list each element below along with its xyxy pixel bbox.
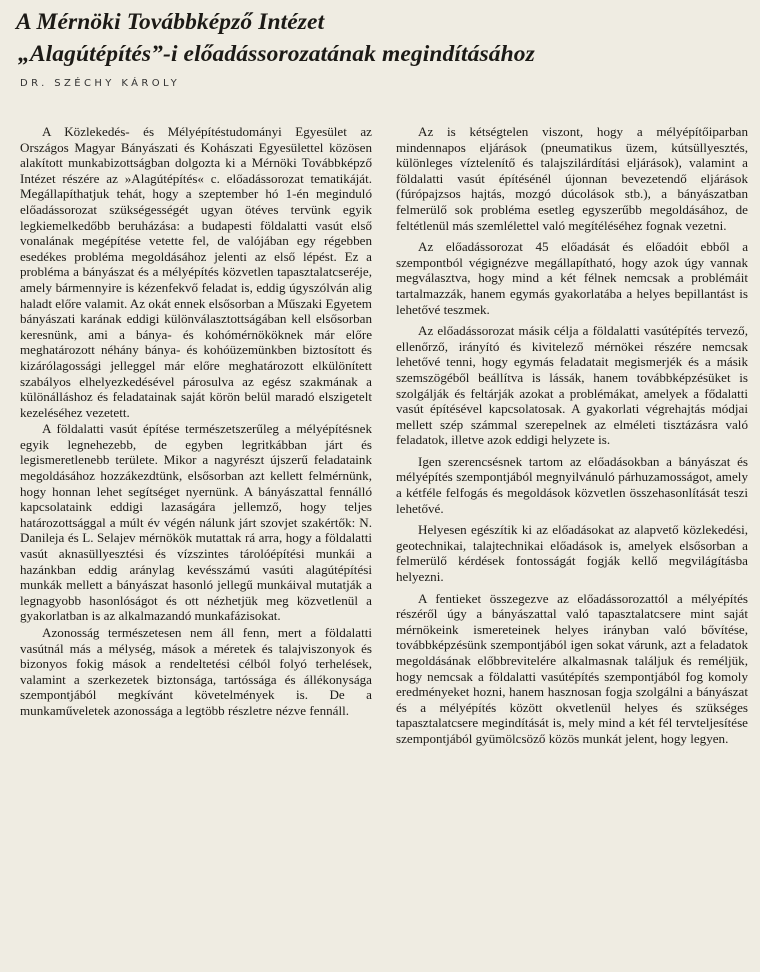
left-column: [20, 124, 372, 958]
paragraph: Helyesen egészítik ki az előadásokat az alapvető közlekedési, geotechnikai, talajtechnikai előadások is, amelyek elsősorban a felmerülő kérdések fontosságát fogják kellő megvilágításba helyezni.: [396, 522, 748, 585]
paragraph: Azonosság természetesen nem áll fenn, mert a földalatti vasútnál más a mélység, mások a méretek és talajviszonyok és bizonyos fokig mások a rendeltetési célból folyó terhelések, valamint a szerkezetek biztonsága, tartóssága és állékonysága szempontjából megkívánt követelmények is. De a munkaműveletek azonossága a legtöbb részletre nézve fennáll.: [20, 625, 372, 718]
paragraph: A földalatti vasút építése természetszerűleg a mélyépítésnek egyik legnehezebb, de egyben legritkábban járt és legismeretlenebb területe. Mikor a nagyrészt újszerű feladataink megoldásához hozzákezdtünk, elsősorban azt kellett felmérnünk, hogy honnan lehet segítséget nyernünk. A bányászattal fennálló kapcsolataink eddigi lazaságára jellemző, hogy teljes határozottsággal a múlt év végén nálunk járt szovjet szakértők: N. Danileja és L. Selajev mérnökök mutattak rá arra, hogy a földalatti vasút aknasüllyesztési és vízszintes tárolóépítési munkái a hazánkban eddig aránylag kevésszámú vasúti alagútépítési munkák mellett a bányászat hasonló jellegű munkáival mutatják a legnagyobb hasonlóságot és ott nézhetjük meg közvetlenül a gyakorlatban is az alkalmazandó munkafázisokat.: [20, 421, 372, 624]
paragraph: Igen szerencsésnek tartom az előadásokban a bányászat és mélyépítés szempontjából megnyilvánuló párhuzamosságot, amely a kétféle felfogás és megoldások közvetlen összehasonlítását teszi lehetővé.: [396, 453, 748, 516]
paragraph: A fentieket összegezve az előadássorozattól a mélyépítés részéről úgy a bányászattal való tapasztalatcsere mint saját mérnökeink ismereteinek helyes irányban való bővítése, továbbképzésünk szempontjából igen sokat várunk, azt a feladatok megoldásának előbbrevitelére alkalmasnak találjuk és reméljük, hogy nemcsak a földalatti vasútépítés szempontjából fog komoly eredményeket hozni, hanem hasznosan fogja szolgálni a bányászat és a mélyépítés között okvetlenül helyes és szükséges tapasztalatcsere megindítását is, mely mind a két fél tervteljesítése szempontjából gyümölcsöző közös munkát jelent, hogy legyen.: [396, 590, 748, 746]
title-line-2: „Alagútépítés”-i előadássorozatának megindításához: [18, 41, 535, 67]
paragraph: Az előadássorozat 45 előadását és előadóit ebből a szempontból végignézve megállapítható, hogy azok úgy vannak megválasztva, hogy mind a két félnek nemcsak a problémáit tartalmazzák, hanem egymás gyakorlatába a helyes bepillantást is lehetővé teszmek.: [396, 239, 748, 317]
title-line-1: A Mérnöki Továbbképző Intézet: [16, 9, 325, 35]
paragraph: Az is kétségtelen viszont, hogy a mélyépítőiparban mindennapos eljárások (pneumatikus üzem, kútsüllyesztés, különleges víztelenítő és talajszilárdítási eljárások), valamint a földalatti vasút építésénél újonnan bevezetendő eljárások (fúrópajzsos hajtás, mozgó dúcolások stb.), a bányászatban felmerülő sok probléma esetleg egyszerűbb megoldásához, de feltétlenül más szemlélettel való megítéléséhez fognak vezetni.: [396, 124, 748, 233]
article-body: [20, 124, 748, 958]
right-column: [396, 124, 748, 958]
article-title: [16, 6, 746, 70]
author-byline: DR. SZÉCHY KÁROLY: [20, 78, 181, 89]
paragraph: Az előadássorozat másik célja a földalatti vasútépítés tervező, ellenőrző, irányító és kivitelező mérnökei részére nemcsak lehetővé tenni, hogy egymás feladatait megismerjék és a másik szemszögéből beállítva is lássák, hanem továbbképzésüket is szolgálják és feltárják azokat a problémákat, amelyek a fődalatti vasút építésével kapcsolatosak. A gyakorlati végrehajtás módjai mellett szép számmal szerepelnek az elméleti tisztázásra való feladatok, illetve azok eddigi helyzete is.: [396, 323, 748, 448]
paragraph: A Közlekedés- és Mélyépítéstudományi Egyesület az Országos Magyar Bányászati és Kohászati Egyesülettel közösen alakított munkabizottságban dolgozta ki a Mérnöki Továbbképző Intézet részére az »Alagútépítés« c. előadássorozat tematikáját. Megállapíthatjuk tehát, hogy a szeptember hó 1-én meginduló előadássorozat szükségességét ugyan ötéves tervünk egyik legkiemelkedőbb beruházása: a budapesti földalatti vasút első vonalának megépítése vetette fel, de valójában egy régebben esedékes probléma megoldásához jelenti az első lépést. Ez a probléma a bányászat és a mélyépítés közvetlen tapasztalatcseréje, amely bármennyire is kézenfekvő feladat is, eddig úgyszólván alig haladt előre valamit. Az okát ennek elsősorban a Műszaki Egyetem bányászati karának eddigi különválasztottságában kell elsősorban keresnünk, ami a bánya- és kohómérnököknek már előre meghatározott néhány bánya- és kohóüzemünkben biztosított és kizárólagossági jelleggel már előre meghatározott elkülönített szabályos elhelyezkedésével párosulva az egész szakmának a különálláshoz és feladatainak saját körön belül maradó elszigetelt kezeléséhez vezetett.: [20, 124, 372, 420]
